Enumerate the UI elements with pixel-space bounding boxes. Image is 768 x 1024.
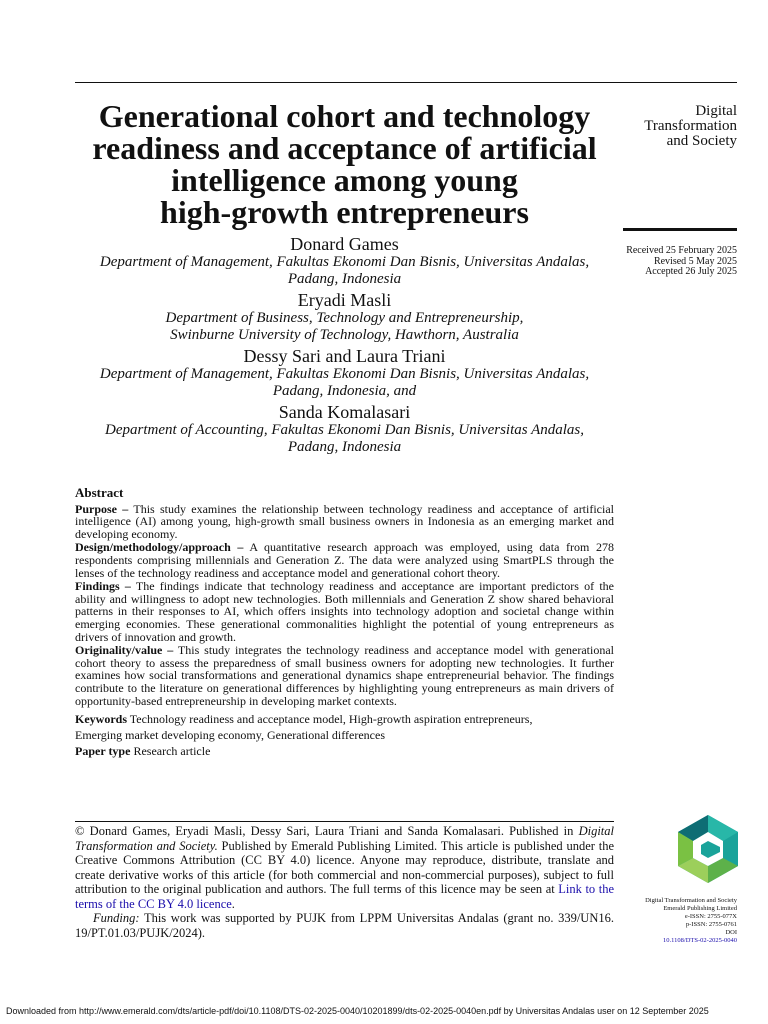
copyright-text: © Donard Games, Eryadi Masli, Dessy Sari, Laura Triani and Sanda Komalasari. Published in: [75, 824, 574, 838]
abstract-findings: [75, 580, 614, 643]
copyright-text: Published by Emerald Publishing Limited. This article is published under the Creative Commons Attribution (CC BY 4.0) licence. Anyone may reproduce, distribute, translate and create derivative works of this article (for both commercial and non-commercial purposes), subject to full attribution to the original publication and authors. The full terms of this licence may be seen at: [75, 838, 614, 896]
findings-label: Findings –: [75, 579, 131, 594]
affiliation-line: Padang, Indonesia: [287, 271, 402, 287]
author-affiliation: [75, 366, 614, 400]
paper-type: [75, 743, 614, 759]
licence-link[interactable]: Link to the terms of the CC BY 4.0 licence: [75, 882, 615, 911]
keywords-text: Technology readiness and acceptance model, High-growth aspiration entrepreneurs,: [129, 712, 533, 727]
paper-type-value: Research article: [133, 744, 211, 759]
received-date: Received 25 February 2025: [626, 245, 737, 256]
author-name: Donard Games: [290, 234, 399, 254]
publisher-info: [587, 897, 737, 945]
side-rule: [623, 228, 737, 231]
emerald-logo-icon: [676, 814, 740, 884]
journal-name-line: Digital: [695, 103, 737, 119]
findings-text: The findings indicate that technology readiness and acceptance are important predictors of the ability and willingness to adopt new technologies. Both millennials and Generation Z show shared behavioral patterns in their responses to AI, which offers insights into technology adoption and societal change within emerging economies. These generational commonalities highlight the potential of young entrepreneurs as drivers of innovation and growth.: [75, 579, 614, 644]
article-dates: [597, 246, 737, 278]
title-line: intelligence among young: [171, 162, 518, 198]
doi-line: [587, 929, 737, 945]
footnote-rule: [75, 821, 614, 822]
copyright-footnote: [75, 824, 614, 940]
title-line: high-growth entrepreneurs: [160, 194, 529, 230]
author-name: Dessy Sari and Laura Triani: [243, 346, 446, 366]
article-title: [75, 100, 614, 228]
funding-label: Funding:: [93, 911, 140, 925]
affiliation-line: Department of Accounting, Fakultas Ekonomi Dan Bisnis, Universitas Andalas,: [105, 422, 584, 438]
purpose-label: Purpose –: [75, 501, 129, 516]
pissn: p-ISSN: 2755-0761: [685, 921, 737, 928]
journal-italic: Digital Transformation and Society.: [75, 824, 614, 853]
affiliation-line: Padang, Indonesia, and: [272, 383, 417, 399]
originality-label: Originality/value –: [75, 643, 174, 658]
affiliation-line: Department of Management, Fakultas Ekonomi Dan Bisnis, Universitas Andalas,: [99, 254, 590, 270]
publisher-line: Emerald Publishing Limited: [663, 905, 737, 912]
author-name: Eryadi Masli: [297, 290, 392, 310]
accepted-date: Accepted 26 July 2025: [645, 266, 737, 277]
affiliation-line: Department of Management, Fakultas Ekonomi Dan Bisnis, Universitas Andalas,: [99, 366, 590, 382]
journal-name-line: Transformation: [644, 118, 737, 134]
design-label: Design/methodology/approach –: [75, 540, 244, 555]
author-affiliation: [75, 254, 614, 288]
doi-link[interactable]: 10.1108/DTS-02-2025-0040: [663, 937, 737, 944]
abstract-originality: [75, 644, 614, 707]
design-text: A quantitative research approach was employed, using data from 278 respondents comprising millennials and Generation Z. The data were analyzed using SmartPLS through the lenses of the technology readiness and acceptance model and generational cohort theory.: [75, 540, 615, 580]
licence-end: .: [231, 896, 235, 911]
originality-text: This study integrates the technology readiness and acceptance model with generational cohort theory to assess the preparedness of small business owners for adopting new technologies. It further examines how social transformations and generational dynamics shape entrepreneurial behavior. The findings contribute to the literature on generational differences by highlighting young entrepreneurs as main drivers of opportunity-based entrepreneurship in developing market contexts.: [75, 643, 615, 708]
revised-date: Revised 5 May 2025: [653, 255, 737, 267]
journal-name: [607, 104, 737, 149]
abstract-section: [75, 487, 614, 759]
author-affiliation: [75, 422, 614, 456]
copyright-notice: [75, 824, 614, 911]
funding-note: [75, 911, 614, 940]
keywords: [75, 711, 614, 759]
author-list: [75, 235, 614, 456]
author-name: Sanda Komalasari: [278, 402, 411, 422]
purpose-text: This study examines the relationship between technology readiness and acceptance of artificial intelligence (AI) among young, high-growth small business owners in Indonesia as an emerging market and developing economy.: [75, 501, 615, 541]
abstract-purpose: [75, 503, 614, 541]
affiliation-line: Department of Business, Technology and Entrepreneurship,: [165, 310, 524, 326]
title-line: Generational cohort and technology: [98, 98, 591, 134]
paper-type-label: Paper type: [75, 744, 131, 759]
keywords-label: Keywords: [75, 712, 127, 727]
affiliation-line: Swinburne University of Technology, Hawthorn, Australia: [170, 327, 519, 343]
publisher-line: Digital Transformation and Society: [645, 897, 737, 904]
keywords-line: Emerging market developing economy, Generational differences: [75, 728, 385, 743]
title-line: readiness and acceptance of artificial: [92, 130, 597, 166]
abstract-heading: Abstract: [75, 485, 124, 500]
article-header: [75, 100, 614, 459]
journal-name-line: and Society: [666, 133, 737, 149]
abstract-design: [75, 541, 614, 579]
download-notice: Downloaded from http://www.emerald.com/dts/article-pdf/doi/10.1108/DTS-02-2025-0040/10201899/dts-02-2025-0040en.pdf by Universitas Andalas user on 12 September 2025: [6, 1006, 709, 1016]
top-rule: [75, 82, 737, 83]
funding-text: This work was supported by PUJK from LPPM Universitas Andalas (grant no. 339/UN16. 19/PT.01.03/PUJK/2024).: [75, 911, 614, 940]
affiliation-line: Padang, Indonesia: [287, 439, 402, 455]
doi-label: DOI: [725, 929, 737, 936]
eissn: e-ISSN: 2755-077X: [684, 913, 737, 920]
keywords-line: [75, 711, 614, 727]
author-affiliation: [75, 310, 614, 344]
